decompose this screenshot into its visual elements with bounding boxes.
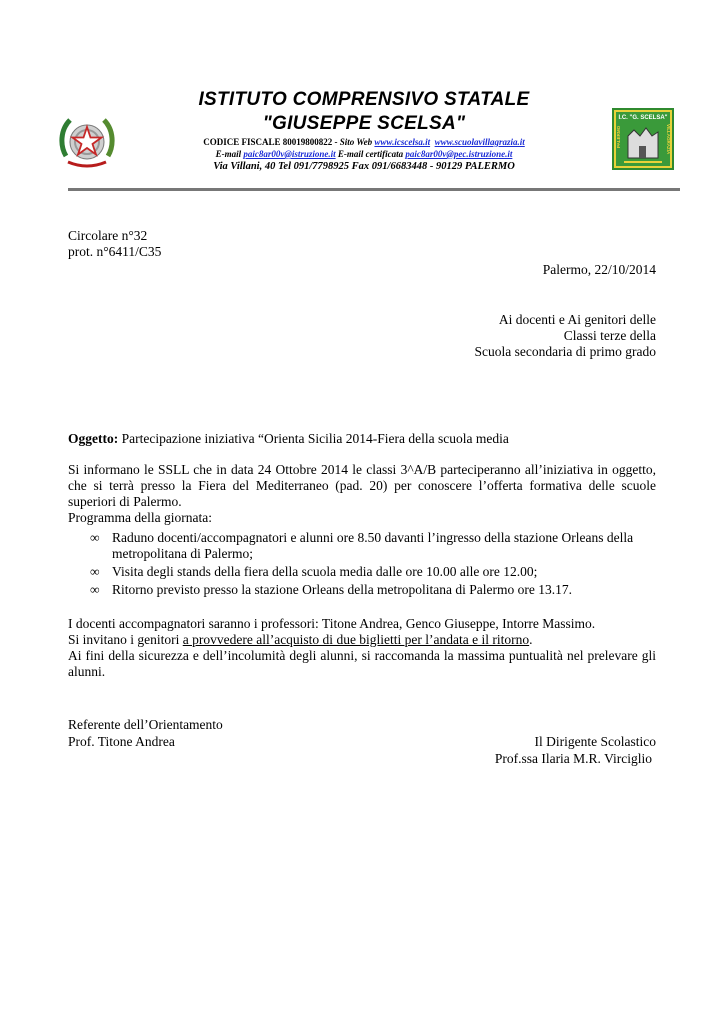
- pec-label: E-mail certificata: [335, 149, 406, 159]
- subject-text: Partecipazione iniziativa “Orienta Sicilia 2014-Fiera della scuola media: [118, 431, 509, 446]
- principal-role: Il Dirigente Scolastico: [534, 734, 656, 749]
- website-label: Sito Web: [339, 137, 375, 147]
- bullet-symbol: ∞: [90, 530, 100, 545]
- safety-line: Ai fini della sicurezza e dell’incolumità degli alunni, si raccomanda la massima puntualità nel prelevare gli alunni.: [68, 648, 656, 679]
- circular-number: Circolare n°32: [68, 228, 148, 243]
- document-date: Palermo, 22/10/2014: [542, 262, 656, 277]
- logo-side-left: PALERMO: [616, 125, 621, 148]
- program-item-1: [90, 530, 656, 562]
- program-heading: Programma della giornata:: [68, 510, 212, 525]
- program-item-text: Ritorno previsto presso la stazione Orleans della metropolitana di Palermo ore 13.17.: [112, 582, 573, 597]
- intro-paragraph: [68, 462, 656, 526]
- logo-text: I.C. "G. SCELSA": [618, 115, 668, 121]
- principal-name: Prof.ssa Ilaria M.R. Virciglio: [494, 751, 652, 766]
- referent-role: Referente dell’Orientamento: [68, 717, 223, 732]
- school-header: [150, 88, 578, 174]
- subject-label: Oggetto:: [68, 431, 119, 446]
- protocol-number: prot. n°6411/C35: [68, 244, 162, 259]
- school-logo: [612, 108, 674, 170]
- tickets-suffix: .: [529, 632, 533, 647]
- bullet-symbol: ∞: [90, 582, 100, 597]
- closing-paragraphs: [68, 616, 656, 680]
- tickets-line: [68, 632, 656, 648]
- subject-line: [68, 431, 509, 447]
- website-link-1[interactable]: www.icscelsa.it: [374, 137, 431, 147]
- logo-side-right: VILLAGRAZIA: [666, 124, 671, 155]
- email-line: [150, 148, 578, 160]
- header-divider: [68, 188, 680, 191]
- program-item-text: Raduno docenti/accompagnatori e alunni ore 8.50 davanti l’ingresso della stazione Orleans della metropolitana di Palermo;: [112, 530, 634, 561]
- school-name-line1: ISTITUTO COMPRENSIVO STATALE: [198, 89, 530, 110]
- program-item-2: [90, 564, 656, 580]
- program-item-text: Visita degli stands della fiera della scuola media dalle ore 10.00 alle ore 12.00;: [112, 564, 538, 579]
- bullet-symbol: ∞: [90, 564, 100, 579]
- website-link-2[interactable]: www.scuolavillagrazia.it: [434, 137, 525, 147]
- email-link[interactable]: paic8ar00v@istruzione.it: [243, 149, 336, 159]
- recipient-line-2: Classi terze della: [563, 328, 656, 343]
- program-item-3: [90, 582, 656, 598]
- intro-text: Si informano le SSLL che in data 24 Ottobre 2014 le classi 3^A/B parteciperanno all’iniziativa in oggetto, che si terrà presso la Fiera del Mediterraneo (pad. 20) per conoscere l’offerta formativa delle scuole superiori di Palermo.: [68, 462, 656, 509]
- fiscal-code-line: [150, 136, 578, 148]
- email-label: E-mail: [215, 149, 244, 159]
- school-name-line2: "GIUSEPPE SCELSA": [262, 113, 466, 134]
- fiscal-code: CODICE FISCALE 80019800822 -: [203, 137, 340, 147]
- referent-name: Prof. Titone Andrea: [68, 734, 175, 749]
- tickets-prefix: Si invitano i genitori: [68, 632, 183, 647]
- teachers-line: I docenti accompagnatori saranno i professori: Titone Andrea, Genco Giuseppe, Intorre Massimo.: [68, 616, 596, 631]
- pec-link[interactable]: paic8ar00v@pec.istruzione.it: [405, 149, 513, 159]
- school-address: Via Villani, 40 Tel 091/7798925 Fax 091/6683448 - 90129 PALERMO: [213, 161, 515, 172]
- italian-republic-emblem: [58, 112, 116, 172]
- recipient-line-1: Ai docenti e Ai genitori delle: [498, 312, 656, 327]
- tickets-underlined: a provvedere all’acquisto di due biglietti per l’andata e il ritorno: [182, 632, 530, 647]
- recipient-line-3: Scuola secondaria di primo grado: [474, 344, 656, 359]
